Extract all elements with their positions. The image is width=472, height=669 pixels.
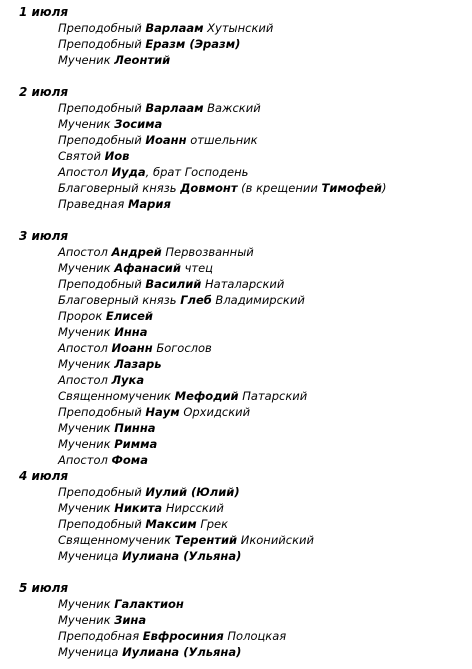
saint-title-text: Мученик bbox=[58, 613, 115, 627]
saint-name: Иулиана (Ульяна) bbox=[122, 549, 242, 563]
saint-entry bbox=[58, 308, 153, 324]
saint-entry bbox=[58, 356, 161, 372]
saint-name: Иулиана (Ульяна) bbox=[122, 645, 242, 659]
saint-entry bbox=[58, 452, 148, 468]
saint-entry bbox=[58, 612, 146, 628]
saint-entry bbox=[58, 500, 224, 516]
saint-name: Довмонт bbox=[180, 181, 238, 195]
saint-name: Афанасий bbox=[114, 261, 181, 275]
saint-entry bbox=[58, 292, 305, 308]
saint-entry bbox=[58, 628, 286, 644]
saint-title-text: Мученик bbox=[58, 53, 115, 67]
saint-title-text: Первозванный bbox=[161, 245, 254, 259]
saint-title-text: Иконийский bbox=[237, 533, 314, 547]
saint-title-text: Преподобный bbox=[58, 405, 146, 419]
saint-title-text: Хутынский bbox=[203, 21, 274, 35]
saint-name: Еразм (Эразм) bbox=[145, 37, 241, 51]
saint-name: Римма bbox=[114, 437, 158, 451]
saint-title-text: Пророк bbox=[58, 309, 106, 323]
saint-entry bbox=[58, 404, 250, 420]
saint-title-text: Мученик bbox=[58, 421, 115, 435]
saint-title-text: (в крещении bbox=[237, 181, 322, 195]
saint-name: Лазарь bbox=[114, 357, 162, 371]
saint-name: Глеб bbox=[180, 293, 212, 307]
saint-name: Зина bbox=[114, 613, 147, 627]
saint-entry bbox=[58, 324, 147, 340]
saint-entry bbox=[58, 132, 258, 148]
saint-name: Галактион bbox=[114, 597, 184, 611]
saint-entry bbox=[58, 340, 212, 356]
saint-entry bbox=[58, 644, 241, 660]
saint-title-text: Орхидский bbox=[179, 405, 251, 419]
saint-entry bbox=[58, 116, 162, 132]
saint-title-text: Важский bbox=[203, 101, 261, 115]
saint-name: Тимофей bbox=[321, 181, 382, 195]
saint-title-text: Наталарский bbox=[201, 277, 285, 291]
saint-title-text: Преподобный bbox=[58, 133, 146, 147]
saint-name: Евфросиния bbox=[142, 629, 224, 643]
saint-title-text: Мученик bbox=[58, 437, 115, 451]
saint-entry bbox=[58, 596, 184, 612]
saint-entry bbox=[58, 420, 156, 436]
saint-entry bbox=[58, 484, 240, 500]
saint-title-text: Апостол bbox=[58, 373, 112, 387]
saint-title-text: Мученик bbox=[58, 261, 115, 275]
saint-name: Иуда bbox=[111, 165, 146, 179]
saint-title-text: ) bbox=[381, 181, 387, 195]
saint-name: Инна bbox=[114, 325, 148, 339]
saint-title-text: Апостол bbox=[58, 453, 112, 467]
saint-title-text: Благоверный князь bbox=[58, 293, 181, 307]
saint-name: Иоанн bbox=[145, 133, 187, 147]
saint-entry bbox=[58, 372, 144, 388]
saint-name: Елисей bbox=[105, 309, 153, 323]
saint-title-text: Преподобный bbox=[58, 277, 146, 291]
day-heading: 2 июля bbox=[19, 85, 69, 99]
saint-title-text: Преподобный bbox=[58, 517, 146, 531]
saint-name: Василий bbox=[145, 277, 202, 291]
saint-name: Андрей bbox=[111, 245, 162, 259]
saint-entry bbox=[58, 436, 157, 452]
saint-entry bbox=[58, 276, 284, 292]
saint-entry bbox=[58, 52, 170, 68]
saint-title-text: Мученик bbox=[58, 357, 115, 371]
day-heading: 3 июля bbox=[19, 229, 69, 243]
saint-title-text: , брат Господень bbox=[145, 165, 249, 179]
saint-entry bbox=[58, 244, 254, 260]
saint-title-text: Священномученик bbox=[58, 389, 175, 403]
saint-name: Никита bbox=[114, 501, 163, 515]
saint-entry bbox=[58, 260, 213, 276]
saint-title-text: Преподобный bbox=[58, 101, 146, 115]
saint-title-text: Преподобный bbox=[58, 37, 146, 51]
saint-entry bbox=[58, 148, 129, 164]
saint-name: Мария bbox=[127, 197, 171, 211]
saint-title-text: Апостол bbox=[58, 165, 112, 179]
saint-title-text: Мученик bbox=[58, 597, 115, 611]
saint-name: Терентий bbox=[174, 533, 238, 547]
saint-entry bbox=[58, 36, 240, 52]
saint-name: Фома bbox=[111, 453, 148, 467]
saint-entry bbox=[58, 20, 273, 36]
saint-title-text: Патарский bbox=[238, 389, 308, 403]
saint-name: Зосима bbox=[114, 117, 163, 131]
saint-entry bbox=[58, 196, 171, 212]
saint-entry bbox=[58, 180, 386, 196]
saint-title-text: Мученица bbox=[58, 549, 123, 563]
saint-title-text: Мученица bbox=[58, 645, 123, 659]
saint-title-text: Апостол bbox=[58, 341, 112, 355]
day-heading: 1 июля bbox=[19, 5, 69, 19]
saint-name: Иов bbox=[104, 149, 130, 163]
saint-entry bbox=[58, 532, 314, 548]
saint-name: Наум bbox=[145, 405, 180, 419]
saint-entry bbox=[58, 548, 241, 564]
saint-entry bbox=[58, 100, 261, 116]
saint-title-text: Апостол bbox=[58, 245, 112, 259]
saint-name: Иоанн bbox=[111, 341, 153, 355]
saint-title-text: Нирсский bbox=[162, 501, 224, 515]
saint-title-text: Праведная bbox=[58, 197, 128, 211]
saint-title-text: Владимирский bbox=[211, 293, 305, 307]
saint-name: Лука bbox=[111, 373, 145, 387]
saint-name: Максим bbox=[145, 517, 197, 531]
saint-title-text: Полоцкая bbox=[223, 629, 287, 643]
saint-title-text: чтец bbox=[180, 261, 213, 275]
saint-title-text: отшельник bbox=[186, 133, 258, 147]
saint-title-text: Преподобная bbox=[58, 629, 143, 643]
saint-title-text: Преподобный bbox=[58, 485, 146, 499]
saint-title-text: Мученик bbox=[58, 117, 115, 131]
day-heading: 4 июля bbox=[19, 469, 69, 483]
saint-title-text: Мученик bbox=[58, 501, 115, 515]
saint-name: Иулий (Юлий) bbox=[145, 485, 240, 499]
saint-title-text: Грек bbox=[196, 517, 229, 531]
saint-entry bbox=[58, 388, 307, 404]
saint-title-text: Святой bbox=[58, 149, 105, 163]
day-heading: 5 июля bbox=[19, 581, 69, 595]
saint-title-text: Преподобный bbox=[58, 21, 146, 35]
saint-name: Мефодий bbox=[174, 389, 239, 403]
saint-name: Варлаам bbox=[145, 21, 204, 35]
saint-name: Пинна bbox=[114, 421, 156, 435]
saint-title-text: Священномученик bbox=[58, 533, 175, 547]
saint-entry bbox=[58, 164, 248, 180]
saint-entry bbox=[58, 516, 228, 532]
saint-name: Леонтий bbox=[114, 53, 171, 67]
saint-title-text: Богослов bbox=[152, 341, 212, 355]
saint-title-text: Мученик bbox=[58, 325, 115, 339]
saint-name: Варлаам bbox=[145, 101, 204, 115]
saint-title-text: Благоверный князь bbox=[58, 181, 181, 195]
